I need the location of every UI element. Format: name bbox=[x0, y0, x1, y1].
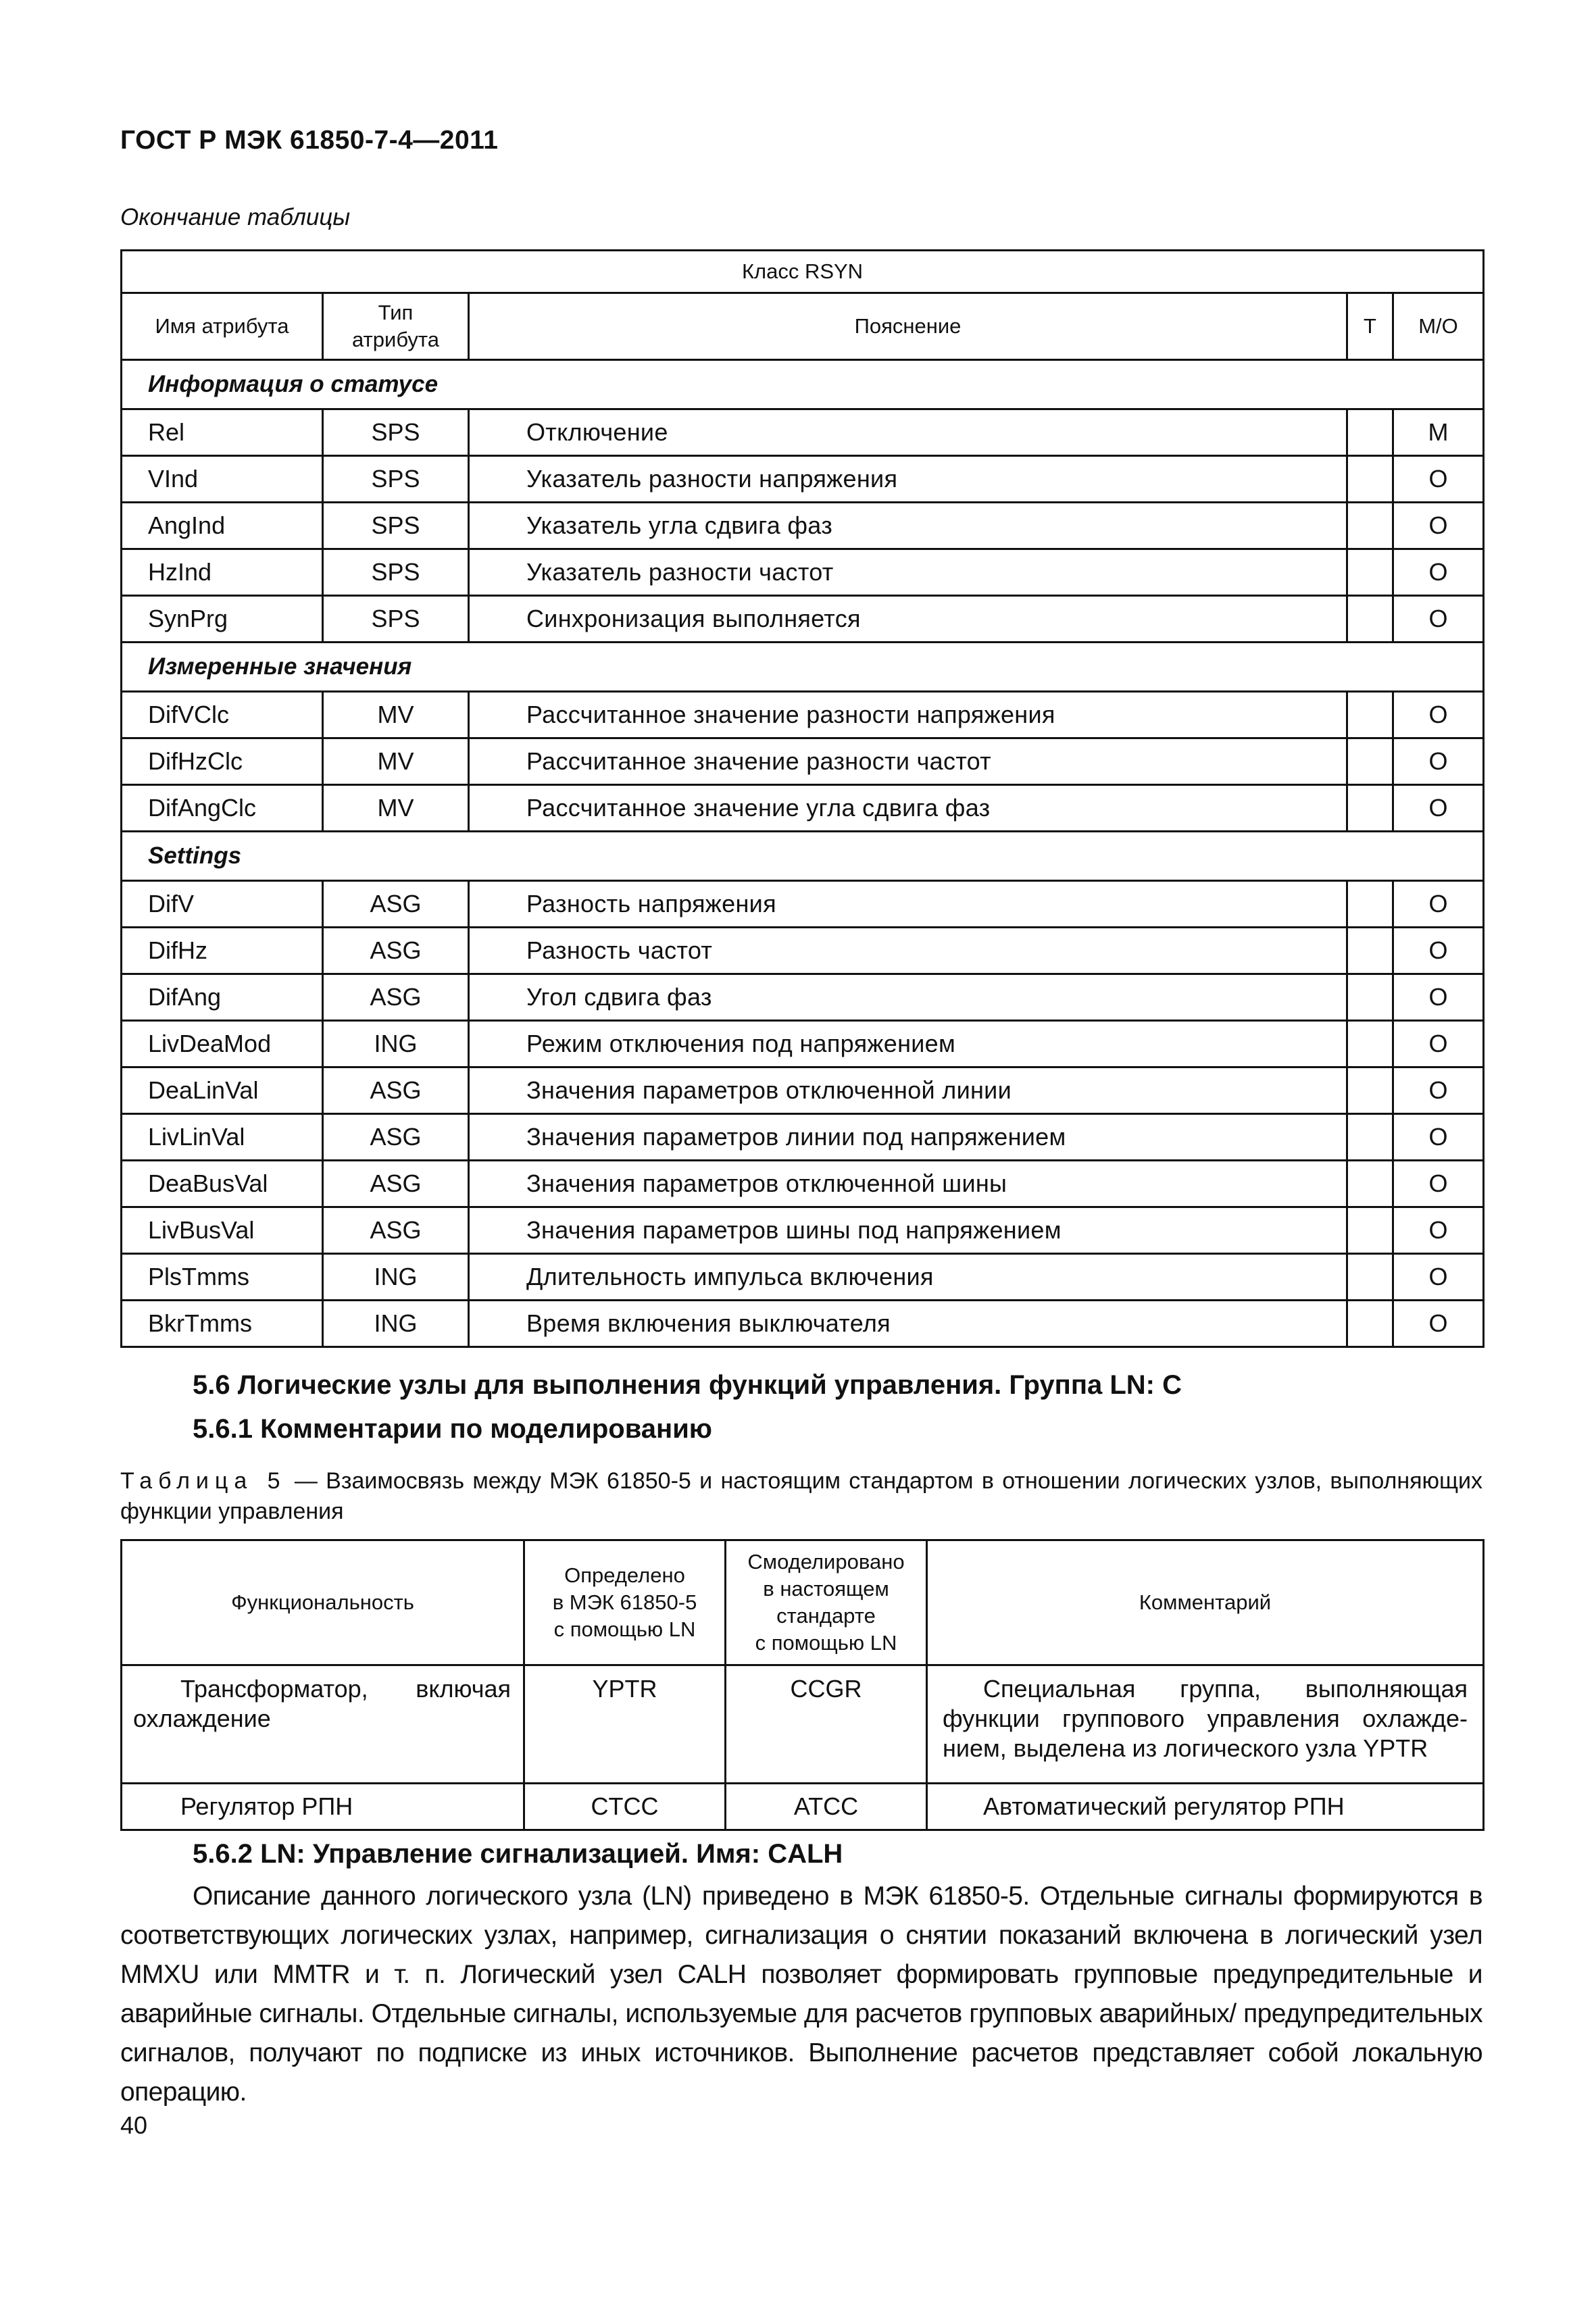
t5-cell-modeled: ATCC bbox=[726, 1784, 927, 1830]
cell-attribute-type: SPS bbox=[323, 596, 469, 643]
cell-attribute-name: VInd bbox=[122, 456, 323, 503]
col-header-attribute-name: Имя атрибута bbox=[122, 293, 323, 360]
cell-attribute-type: ASG bbox=[323, 881, 469, 928]
cell-description: Значения параметров линии под напряжением bbox=[469, 1114, 1347, 1161]
cell-attribute-name: DifVClc bbox=[122, 692, 323, 738]
col-header-description: Пояснение bbox=[469, 293, 1347, 360]
table-row bbox=[122, 409, 1484, 456]
t5-cell-defined: YPTR bbox=[524, 1665, 726, 1784]
table-row bbox=[122, 1665, 1484, 1784]
rsyn-class-title: Класс RSYN bbox=[122, 251, 1484, 293]
cell-mo-flag: M bbox=[1393, 409, 1484, 456]
cell-attribute-type: ASG bbox=[323, 1067, 469, 1114]
table5-caption-text: — Взаимосвязь между МЭК 61850-5 и настоящим стандартом в отношении логических узлов, выполняющих функции управления bbox=[120, 1468, 1482, 1524]
cell-attribute-name: BkrTmms bbox=[122, 1301, 323, 1347]
cell-t-flag bbox=[1347, 881, 1393, 928]
cell-attribute-name: SynPrg bbox=[122, 596, 323, 643]
table-row bbox=[122, 1207, 1484, 1254]
t5-cell-functionality: Трансформатор, включая охлаждение bbox=[122, 1665, 524, 1784]
cell-t-flag bbox=[1347, 738, 1393, 785]
table-row bbox=[122, 974, 1484, 1021]
cell-mo-flag: O bbox=[1393, 1207, 1484, 1254]
cell-mo-flag: O bbox=[1393, 881, 1484, 928]
col-header-attribute-type: Тип атрибута bbox=[323, 293, 469, 360]
table-row bbox=[122, 549, 1484, 596]
table-row bbox=[122, 596, 1484, 643]
cell-attribute-type: ASG bbox=[323, 974, 469, 1021]
cell-t-flag bbox=[1347, 1161, 1393, 1207]
cell-attribute-name: DeaLinVal bbox=[122, 1067, 323, 1114]
cell-mo-flag: O bbox=[1393, 974, 1484, 1021]
cell-mo-flag: O bbox=[1393, 692, 1484, 738]
col-header-mo: М/О bbox=[1393, 293, 1484, 360]
cell-t-flag bbox=[1347, 1114, 1393, 1161]
cell-attribute-name: AngInd bbox=[122, 503, 323, 549]
cell-t-flag bbox=[1347, 503, 1393, 549]
cell-t-flag bbox=[1347, 1021, 1393, 1067]
t5-cell-functionality: Регулятор РПН bbox=[122, 1784, 524, 1830]
cell-attribute-name: LivDeaMod bbox=[122, 1021, 323, 1067]
t5-col-defined: Определено в МЭК 61850-5 с помощью LN bbox=[524, 1540, 726, 1665]
cell-description: Указатель разности частот bbox=[469, 549, 1347, 596]
cell-description: Рассчитанное значение разности частот bbox=[469, 738, 1347, 785]
cell-mo-flag: O bbox=[1393, 785, 1484, 832]
cell-description: Длительность импульса включения bbox=[469, 1254, 1347, 1301]
cell-attribute-name: LivLinVal bbox=[122, 1114, 323, 1161]
section-title: Измеренные значения bbox=[122, 643, 1484, 692]
cell-description: Угол сдвига фаз bbox=[469, 974, 1347, 1021]
cell-attribute-type: ASG bbox=[323, 1207, 469, 1254]
table-row bbox=[122, 1301, 1484, 1347]
t5-col-comment: Комментарий bbox=[927, 1540, 1484, 1665]
table-row bbox=[122, 785, 1484, 832]
cell-attribute-type: MV bbox=[323, 692, 469, 738]
t5-col-functionality: Функциональность bbox=[122, 1540, 524, 1665]
cell-attribute-name: LivBusVal bbox=[122, 1207, 323, 1254]
table-row bbox=[122, 1784, 1484, 1830]
section-heading-5-6-2: 5.6.2 LN: Управление сигнализацией. Имя: CALH bbox=[193, 1839, 843, 1869]
cell-attribute-type: MV bbox=[323, 738, 469, 785]
cell-attribute-name: DifAngClc bbox=[122, 785, 323, 832]
cell-mo-flag: O bbox=[1393, 1301, 1484, 1347]
cell-mo-flag: O bbox=[1393, 549, 1484, 596]
cell-description: Значения параметров отключенной линии bbox=[469, 1067, 1347, 1114]
cell-description: Рассчитанное значение угла сдвига фаз bbox=[469, 785, 1347, 832]
cell-t-flag bbox=[1347, 549, 1393, 596]
cell-attribute-type: SPS bbox=[323, 503, 469, 549]
cell-t-flag bbox=[1347, 928, 1393, 974]
cell-mo-flag: O bbox=[1393, 596, 1484, 643]
cell-attribute-type: MV bbox=[323, 785, 469, 832]
section-heading-5-6: 5.6 Логические узлы для выполнения функций управления. Группа LN: C bbox=[193, 1370, 1182, 1400]
table-row bbox=[122, 1067, 1484, 1114]
cell-description: Значения параметров отключенной шины bbox=[469, 1161, 1347, 1207]
col-header-t: T bbox=[1347, 293, 1393, 360]
cell-description: Отключение bbox=[469, 409, 1347, 456]
table-continuation-caption: Окончание таблицы bbox=[120, 204, 351, 230]
t5-cell-comment: Специальная группа, выполняющая функции группового управления охлаждением, выделена из логического узла YPTR bbox=[927, 1665, 1484, 1784]
section-row bbox=[122, 360, 1484, 409]
cell-t-flag bbox=[1347, 1301, 1393, 1347]
t5-cell-comment: Автоматический регулятор РПН bbox=[927, 1784, 1484, 1830]
cell-attribute-type: SPS bbox=[323, 409, 469, 456]
section-row bbox=[122, 832, 1484, 881]
document-header: ГОСТ Р МЭК 61850-7-4—2011 bbox=[120, 126, 499, 155]
rsyn-table bbox=[120, 249, 1485, 1348]
cell-attribute-type: ING bbox=[323, 1254, 469, 1301]
table-row bbox=[122, 692, 1484, 738]
page-number: 40 bbox=[120, 2111, 148, 2139]
cell-description: Значения параметров шины под напряжением bbox=[469, 1207, 1347, 1254]
cell-attribute-name: DeaBusVal bbox=[122, 1161, 323, 1207]
table-row bbox=[122, 738, 1484, 785]
body-paragraph: Описание данного логического узла (LN) приведено в МЭК 61850-5. Отдельные сигналы формируются в соответствующих логических узлах, например, сигнализация о снятии показаний включена в логический узел MMXU или MMTR и т. п. Логический узел CALH позволяет формировать групповые предупредительные и аварийные сигналы. Отдельные сигналы, используемые для расчетов групповых аварийных/ предупредительных сигналов, получают по подписке из иных источников. Выполнение расчетов представляет собой локальную операцию. bbox=[120, 1882, 1482, 2107]
table5-caption bbox=[120, 1466, 1482, 1527]
cell-attribute-type: ASG bbox=[323, 1114, 469, 1161]
cell-mo-flag: O bbox=[1393, 928, 1484, 974]
cell-t-flag bbox=[1347, 409, 1393, 456]
cell-description: Указатель разности напряжения bbox=[469, 456, 1347, 503]
cell-mo-flag: O bbox=[1393, 738, 1484, 785]
table-row bbox=[122, 1161, 1484, 1207]
cell-attribute-name: HzInd bbox=[122, 549, 323, 596]
cell-description: Режим отключения под напряжением bbox=[469, 1021, 1347, 1067]
table-row bbox=[122, 456, 1484, 503]
section-title: Settings bbox=[122, 832, 1484, 881]
cell-mo-flag: O bbox=[1393, 1161, 1484, 1207]
cell-mo-flag: O bbox=[1393, 1114, 1484, 1161]
cell-attribute-type: ING bbox=[323, 1301, 469, 1347]
cell-attribute-type: ASG bbox=[323, 1161, 469, 1207]
cell-description: Разность частот bbox=[469, 928, 1347, 974]
cell-attribute-name: DifHzClc bbox=[122, 738, 323, 785]
cell-t-flag bbox=[1347, 785, 1393, 832]
table-row bbox=[122, 1254, 1484, 1301]
cell-t-flag bbox=[1347, 1067, 1393, 1114]
cell-t-flag bbox=[1347, 596, 1393, 643]
table-row bbox=[122, 1114, 1484, 1161]
cell-attribute-name: DifV bbox=[122, 881, 323, 928]
cell-attribute-name: PlsTmms bbox=[122, 1254, 323, 1301]
cell-mo-flag: O bbox=[1393, 503, 1484, 549]
cell-attribute-name: DifHz bbox=[122, 928, 323, 974]
cell-attribute-name: DifAng bbox=[122, 974, 323, 1021]
cell-attribute-type: ING bbox=[323, 1021, 469, 1067]
cell-attribute-type: SPS bbox=[323, 456, 469, 503]
cell-t-flag bbox=[1347, 456, 1393, 503]
section-heading-5-6-1: 5.6.1 Комментарии по моделированию bbox=[193, 1414, 712, 1444]
cell-t-flag bbox=[1347, 692, 1393, 738]
table-row bbox=[122, 1021, 1484, 1067]
cell-attribute-type: SPS bbox=[323, 549, 469, 596]
cell-description: Разность напряжения bbox=[469, 881, 1347, 928]
table5-caption-lead: Таблица 5 bbox=[120, 1468, 286, 1494]
cell-t-flag bbox=[1347, 1207, 1393, 1254]
cell-mo-flag: O bbox=[1393, 456, 1484, 503]
cell-mo-flag: O bbox=[1393, 1021, 1484, 1067]
cell-t-flag bbox=[1347, 974, 1393, 1021]
table-row bbox=[122, 881, 1484, 928]
cell-description: Указатель угла сдвига фаз bbox=[469, 503, 1347, 549]
cell-description: Время включения выключателя bbox=[469, 1301, 1347, 1347]
t5-cell-modeled: CCGR bbox=[726, 1665, 927, 1784]
section-title: Информация о статусе bbox=[122, 360, 1484, 409]
cell-t-flag bbox=[1347, 1254, 1393, 1301]
table-row bbox=[122, 503, 1484, 549]
cell-description: Рассчитанное значение разности напряжения bbox=[469, 692, 1347, 738]
t5-col-modeled: Смоделировано в настоящем стандарте с помощью LN bbox=[726, 1540, 927, 1665]
table-row bbox=[122, 928, 1484, 974]
cell-attribute-type: ASG bbox=[323, 928, 469, 974]
t5-cell-defined: CTCC bbox=[524, 1784, 726, 1830]
table5 bbox=[120, 1539, 1485, 1831]
cell-mo-flag: O bbox=[1393, 1067, 1484, 1114]
cell-description: Синхронизация выполняется bbox=[469, 596, 1347, 643]
cell-mo-flag: O bbox=[1393, 1254, 1484, 1301]
section-row bbox=[122, 643, 1484, 692]
cell-attribute-name: Rel bbox=[122, 409, 323, 456]
